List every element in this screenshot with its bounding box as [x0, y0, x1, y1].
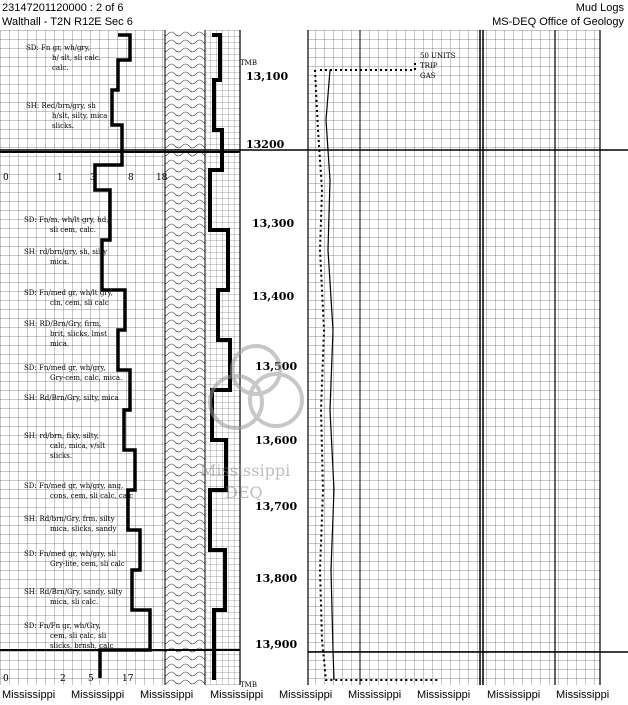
svg-text:GAS: GAS	[420, 72, 436, 80]
footer-label: Mississippi	[487, 689, 541, 701]
depth-13500: 13,500	[255, 360, 298, 373]
svg-text:mica, sli calc.: mica, sli calc.	[50, 598, 99, 606]
footer-label: Mississippi	[210, 689, 264, 701]
depth-labels	[246, 70, 297, 651]
left-track-grid	[0, 30, 240, 685]
scale-top-1: 1	[57, 173, 63, 183]
svg-text:mica, slicks, sandy: mica, slicks, sandy	[50, 525, 117, 533]
scale-bottom-17: 17	[122, 674, 134, 684]
tmb-mark-top: TMB	[240, 59, 257, 67]
svg-text:cons, cem, sli calc, calc: cons, cem, sli calc, calc	[50, 492, 134, 500]
footer-label: Mississippi	[417, 689, 471, 701]
mud-log-scan	[0, 30, 628, 690]
footer-label: Mississippi	[71, 689, 125, 701]
svg-text:Gry-cem, calc, mica.: Gry-cem, calc, mica.	[50, 374, 123, 382]
depth-13700: 13,700	[255, 500, 298, 513]
svg-text:mica.: mica.	[50, 258, 70, 266]
svg-text:h/slt, silty, mica: h/slt, silty, mica	[52, 112, 108, 120]
depth-13600: 13,600	[255, 434, 298, 447]
agency-name: MS-DEQ Office of Geology	[492, 16, 624, 28]
depth-13900: 13,900	[255, 638, 298, 651]
svg-text:SD: Fn/med gr, wh/gry, sli: SD: Fn/med gr, wh/gry, sli	[24, 550, 116, 558]
footer-label: Mississippi	[279, 689, 333, 701]
svg-text:cem, sli calc, sli: cem, sli calc, sli	[50, 632, 107, 640]
svg-text:slicks.: slicks.	[52, 122, 75, 130]
document-type: Mud Logs	[575, 2, 624, 14]
svg-text:SH: Rd/Brn/Gry, silty, mica: SH: Rd/Brn/Gry, silty, mica	[24, 394, 119, 402]
svg-text:SH: Rd/brn/Gry, frm, silty: SH: Rd/brn/Gry, frm, silty	[24, 515, 115, 523]
svg-text:SH: Red/brn/gry, sh: SH: Red/brn/gry, sh	[26, 102, 96, 110]
svg-text:SD: Fn/Fn gr, wh/Gry,: SD: Fn/Fn gr, wh/Gry,	[24, 622, 101, 630]
document-id: 23147201120000 : 2 of 6	[2, 2, 124, 14]
footer-label: Mississippi	[348, 689, 402, 701]
well-location: Walthall - T2N R12E Sec 6	[2, 16, 133, 28]
svg-text:slicks.: slicks.	[50, 452, 73, 460]
svg-text:calc.: calc.	[52, 64, 69, 72]
svg-text:SD: Fn/med gr, wh/gry,: SD: Fn/med gr, wh/gry,	[24, 364, 106, 372]
svg-text:slicks, brnsh, calc: slicks, brnsh, calc	[50, 642, 114, 650]
tmb-mark-bottom: TMB	[240, 681, 257, 689]
footer-label: Mississippi	[2, 689, 56, 701]
depth-13200: 13200	[246, 138, 285, 151]
svg-text:SH: rd/brn/gry, sh, silty: SH: rd/brn/gry, sh, silty	[24, 248, 108, 256]
scale-bottom-2: 2	[60, 674, 66, 684]
svg-text:brit, slicks, lmst: brit, slicks, lmst	[50, 330, 107, 338]
svg-text:Gry-lite, cem, sli calc: Gry-lite, cem, sli calc	[50, 560, 125, 568]
svg-text:50 UNITS: 50 UNITS	[420, 52, 456, 60]
svg-text:TRIP: TRIP	[420, 62, 438, 70]
footer-watermark-strip	[0, 689, 628, 705]
svg-text:SD: Fn/med gr, wh/gry, ang,: SD: Fn/med gr, wh/gry, ang,	[24, 482, 124, 490]
depth-13800: 13,800	[255, 572, 298, 585]
scale-top-18: 18	[156, 173, 168, 183]
scale-top-0: 0	[3, 173, 9, 183]
depth-13400: 13,400	[252, 290, 295, 303]
scale-bottom-5: 5	[88, 674, 94, 684]
svg-text:SH: rd/brn, fiky, silty,: SH: rd/brn, fiky, silty,	[24, 432, 99, 440]
svg-text:cln, cem, sli calc: cln, cem, sli calc	[50, 299, 109, 307]
svg-text:mica.: mica.	[50, 340, 70, 348]
svg-text:SH: RD/Brn/Gry, firm,: SH: RD/Brn/Gry, firm,	[24, 320, 102, 328]
depth-13300: 13,300	[252, 217, 295, 230]
svg-text:h/ slt, sli calc.: h/ slt, sli calc.	[52, 54, 101, 62]
svg-text:SH: Rd/Brn/Gry, sandy, silty: SH: Rd/Brn/Gry, sandy, silty	[24, 588, 123, 596]
svg-text:SD: Fn gr, wh/gry,: SD: Fn gr, wh/gry,	[26, 44, 91, 52]
scale-bottom-0: 0	[3, 674, 9, 684]
svg-text:Mississippi: Mississippi	[200, 461, 291, 480]
svg-text:DEQ: DEQ	[225, 483, 263, 502]
scale-top-8: 8	[128, 173, 134, 183]
svg-text:SD: Fn/m, wh/lt gry, hd,: SD: Fn/m, wh/lt gry, hd,	[24, 216, 109, 224]
footer-label: Mississippi	[556, 689, 610, 701]
svg-text:sli cem, calc.: sli cem, calc.	[50, 226, 96, 234]
footer-label: Mississippi	[140, 689, 194, 701]
svg-text:calc, mica, v/slt: calc, mica, v/slt	[50, 442, 106, 450]
scale-top-3: 3	[90, 173, 96, 183]
depth-13100: 13,100	[246, 70, 289, 83]
svg-text:SD: Fn/med gr, wh/lt gry,: SD: Fn/med gr, wh/lt gry,	[24, 289, 113, 297]
